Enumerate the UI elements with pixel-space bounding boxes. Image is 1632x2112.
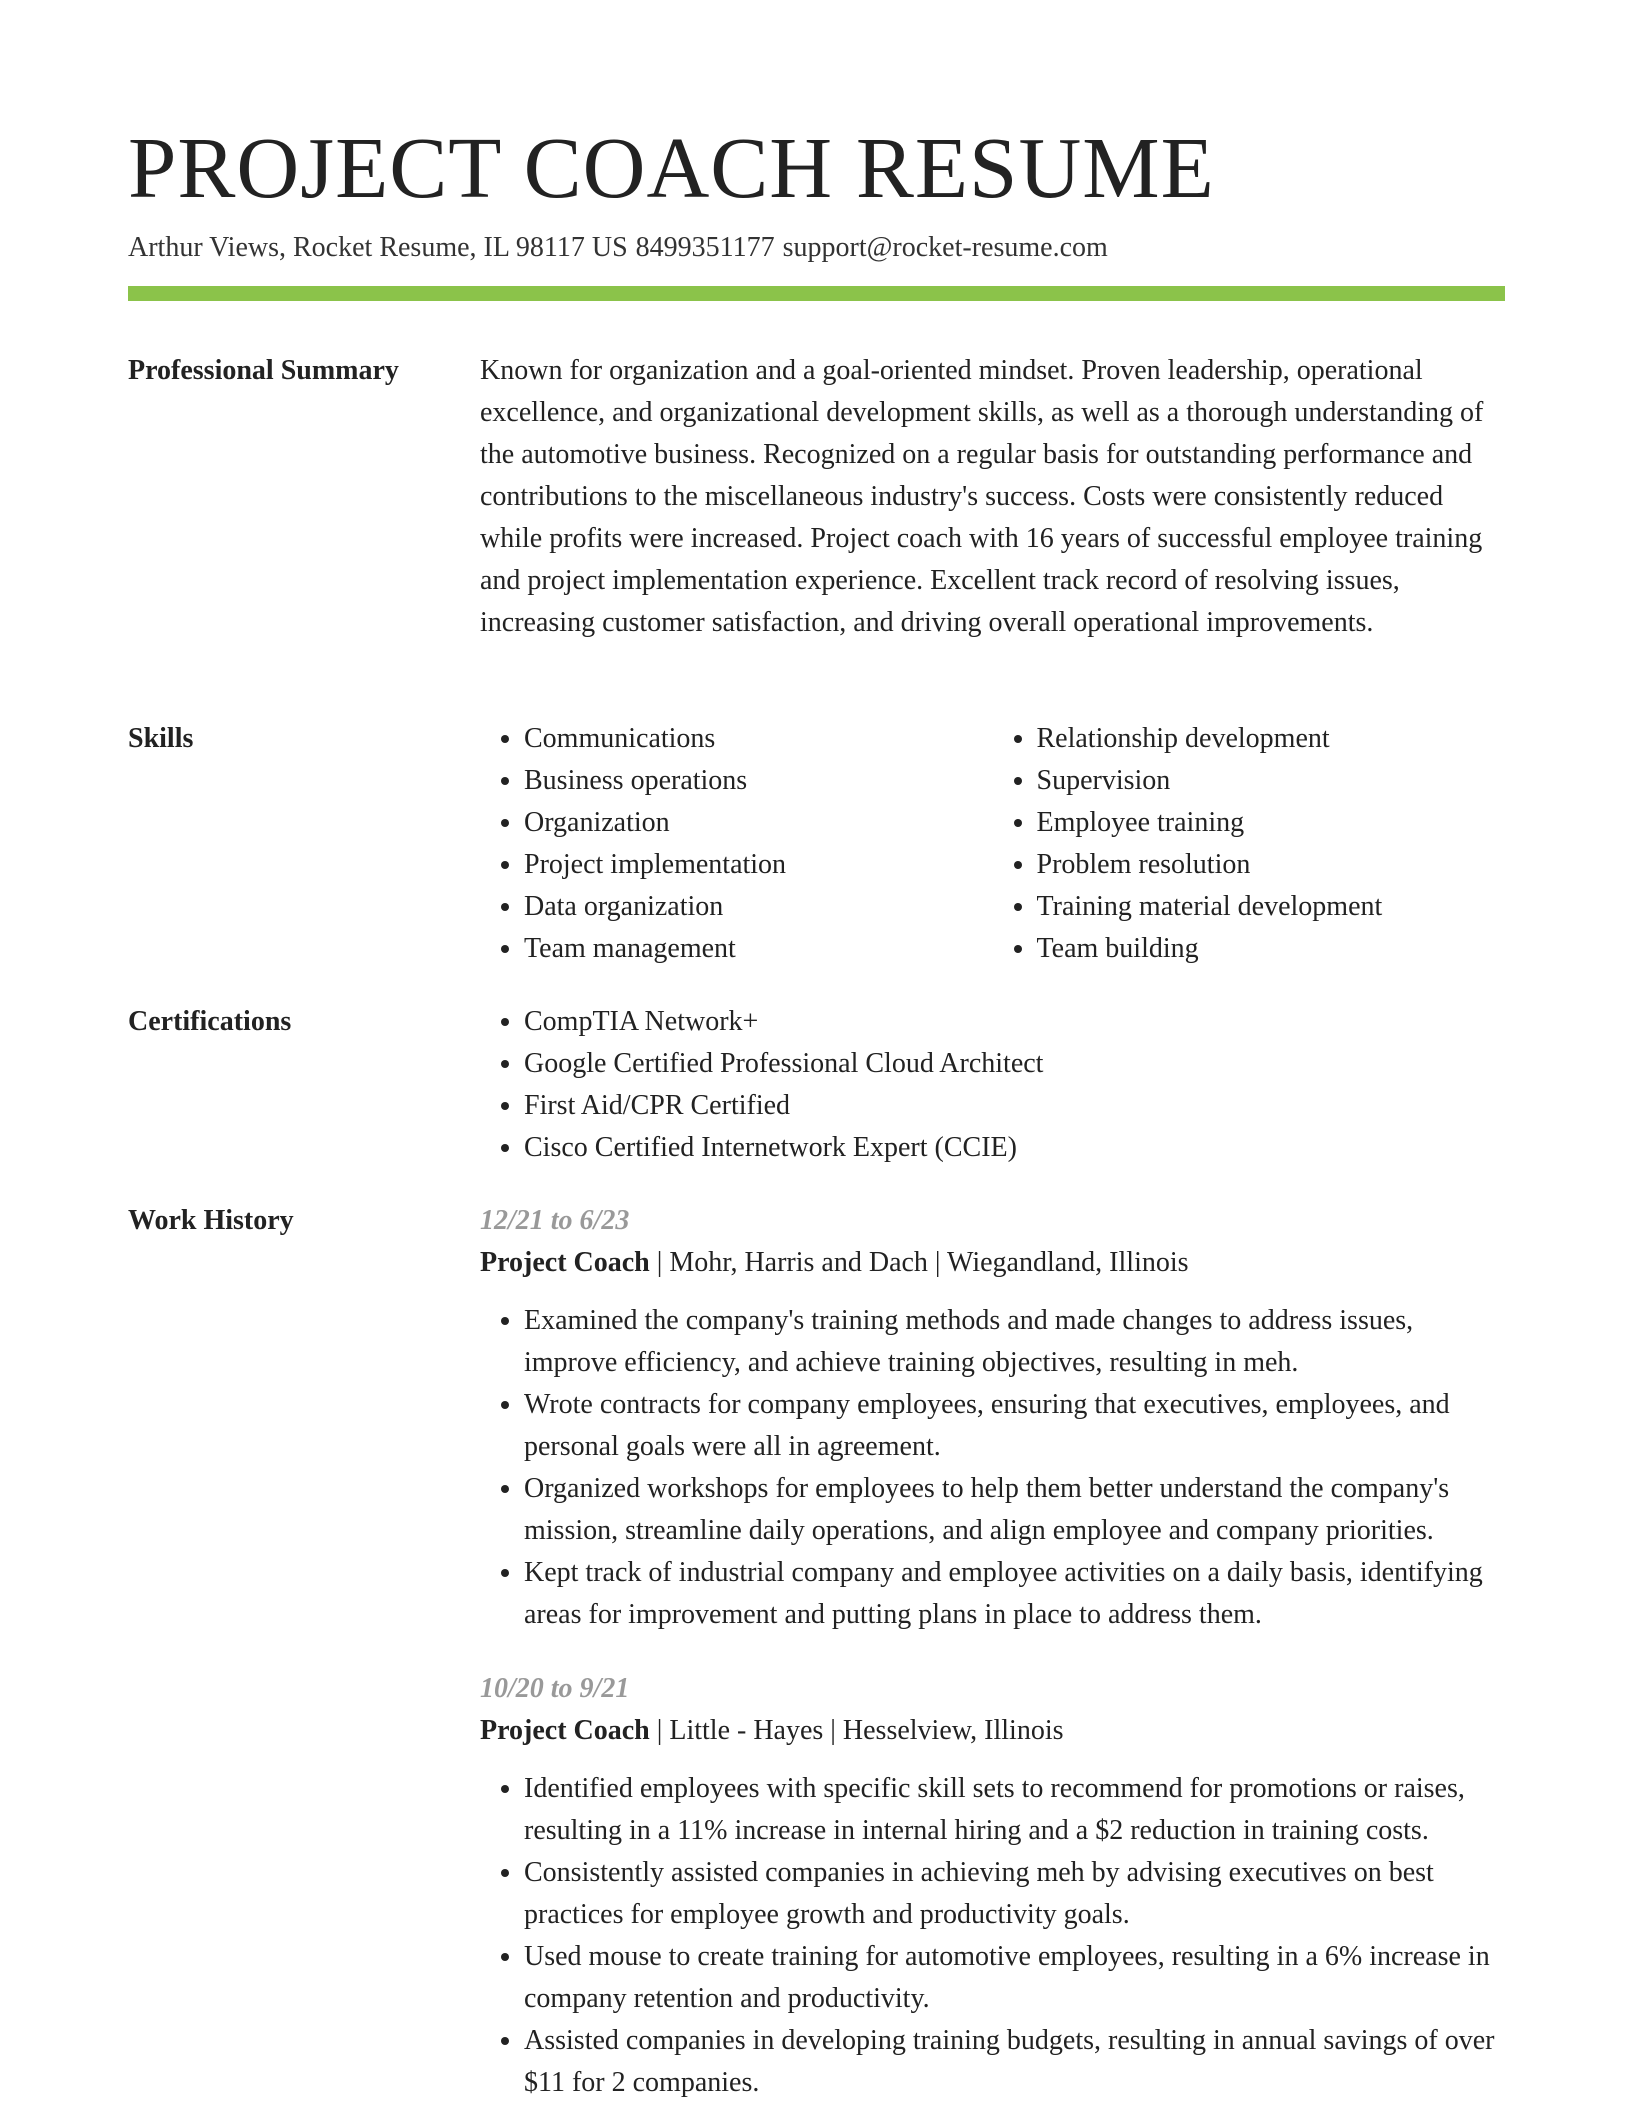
skill-item: • Business operations [524,760,993,802]
job-title: Project Coach [480,1247,650,1278]
job-entry [480,1200,1505,1636]
job-dates: 12/21 to 6/23 [480,1205,630,1236]
job-role-line [480,1242,1505,1284]
certifications-list [480,1001,1505,1169]
job-bullet: • Wrote contracts for company employees, ensuring that executives, employees, and personal goals were all in agreement. [524,1384,1505,1468]
job-bullet: • Consistently assisted companies in achieving meh by advising executives on best practices for employee growth and productivity goals. [524,1852,1505,1936]
job-bullet: • Kept track of industrial company and employee activities on a daily basis, identifying areas for improvement and putting plans in place to address them. [524,1552,1505,1636]
certification-item: • Google Certified Professional Cloud Architect [524,1043,1505,1085]
work-history-heading: Work History [128,1205,294,1236]
certification-item: • CompTIA Network+ [524,1001,1505,1043]
skill-item: • Problem resolution [1037,844,1506,886]
certifications-body [480,1001,1505,1169]
job-details: | Mohr, Harris and Dach | Wiegandland, Illinois [649,1247,1189,1278]
summary-text: Known for organization and a goal-oriented mindset. Proven leadership, operational excellence, and organizational development skills, as well as a thorough understanding of the automotive business. Recognized on a regular basis for outstanding performance and contributions to the miscellaneous industry's success. Costs were consistently reduced while profits were increased. Project coach with 16 years of successful employee training and project implementation experience. Excellent track record of resolving issues, increasing customer satisfaction, and driving overall operational improvements. [480,355,1484,638]
skill-item: • Supervision [1037,760,1506,802]
contact-email: support@rocket-resume.com [782,232,1108,263]
accent-divider [128,286,1505,301]
skill-item: • Data organization [524,886,993,928]
job-details: | Little - Hayes | Hesselview, Illinois [649,1715,1064,1746]
page-title: PROJECT COACH RESUME [128,119,1215,216]
job-bullet: • Used mouse to create training for automotive employees, resulting in a 6% increase in company retention and productivity. [524,1936,1505,2020]
skills-columns [480,718,1505,970]
job-bullets [480,1300,1505,1636]
job-role-line [480,1710,1505,1752]
skill-item: • Organization [524,802,993,844]
skill-item: • Project implementation [524,844,993,886]
certification-item: • Cisco Certified Internetwork Expert (CCIE) [524,1127,1505,1169]
skill-item: • Team management [524,928,993,970]
contact-line [128,230,1108,266]
certification-item: • First Aid/CPR Certified [524,1085,1505,1127]
job-dates: 10/20 to 9/21 [480,1673,630,1704]
skill-item: • Employee training [1037,802,1506,844]
certifications-heading: Certifications [128,1006,292,1037]
job-bullet: • Organized workshops for employees to help them better understand the company's mission, streamline daily operations, and align employee and company priorities. [524,1468,1505,1552]
contact-phone: 8499351177 [635,232,775,263]
skills-list-right [993,718,1506,970]
job-bullet: • Assisted companies in developing training budgets, resulting in annual savings of over $11 for 2 companies. [524,2020,1505,2104]
job-bullet: • Identified employees with specific skill sets to recommend for promotions or raises, resulting in a 11% increase in internal hiring and a $2 reduction in training costs. [524,1768,1505,1852]
summary-heading: Professional Summary [128,355,399,386]
skill-item: • Training material development [1037,886,1506,928]
job-bullet: • Examined the company's training methods and made changes to address issues, improve efficiency, and achieve training objectives, resulting in meh. [524,1300,1505,1384]
skill-item: • Team building [1037,928,1506,970]
skills-heading: Skills [128,723,194,754]
skills-list-left [480,718,993,970]
skill-item: • Communications [524,718,993,760]
job-entry [480,1668,1505,2104]
contact-address: Arthur Views, Rocket Resume, IL 98117 US [128,232,628,263]
job-title: Project Coach [480,1715,650,1746]
job-bullets [480,1768,1505,2104]
skill-item: • Relationship development [1037,718,1506,760]
